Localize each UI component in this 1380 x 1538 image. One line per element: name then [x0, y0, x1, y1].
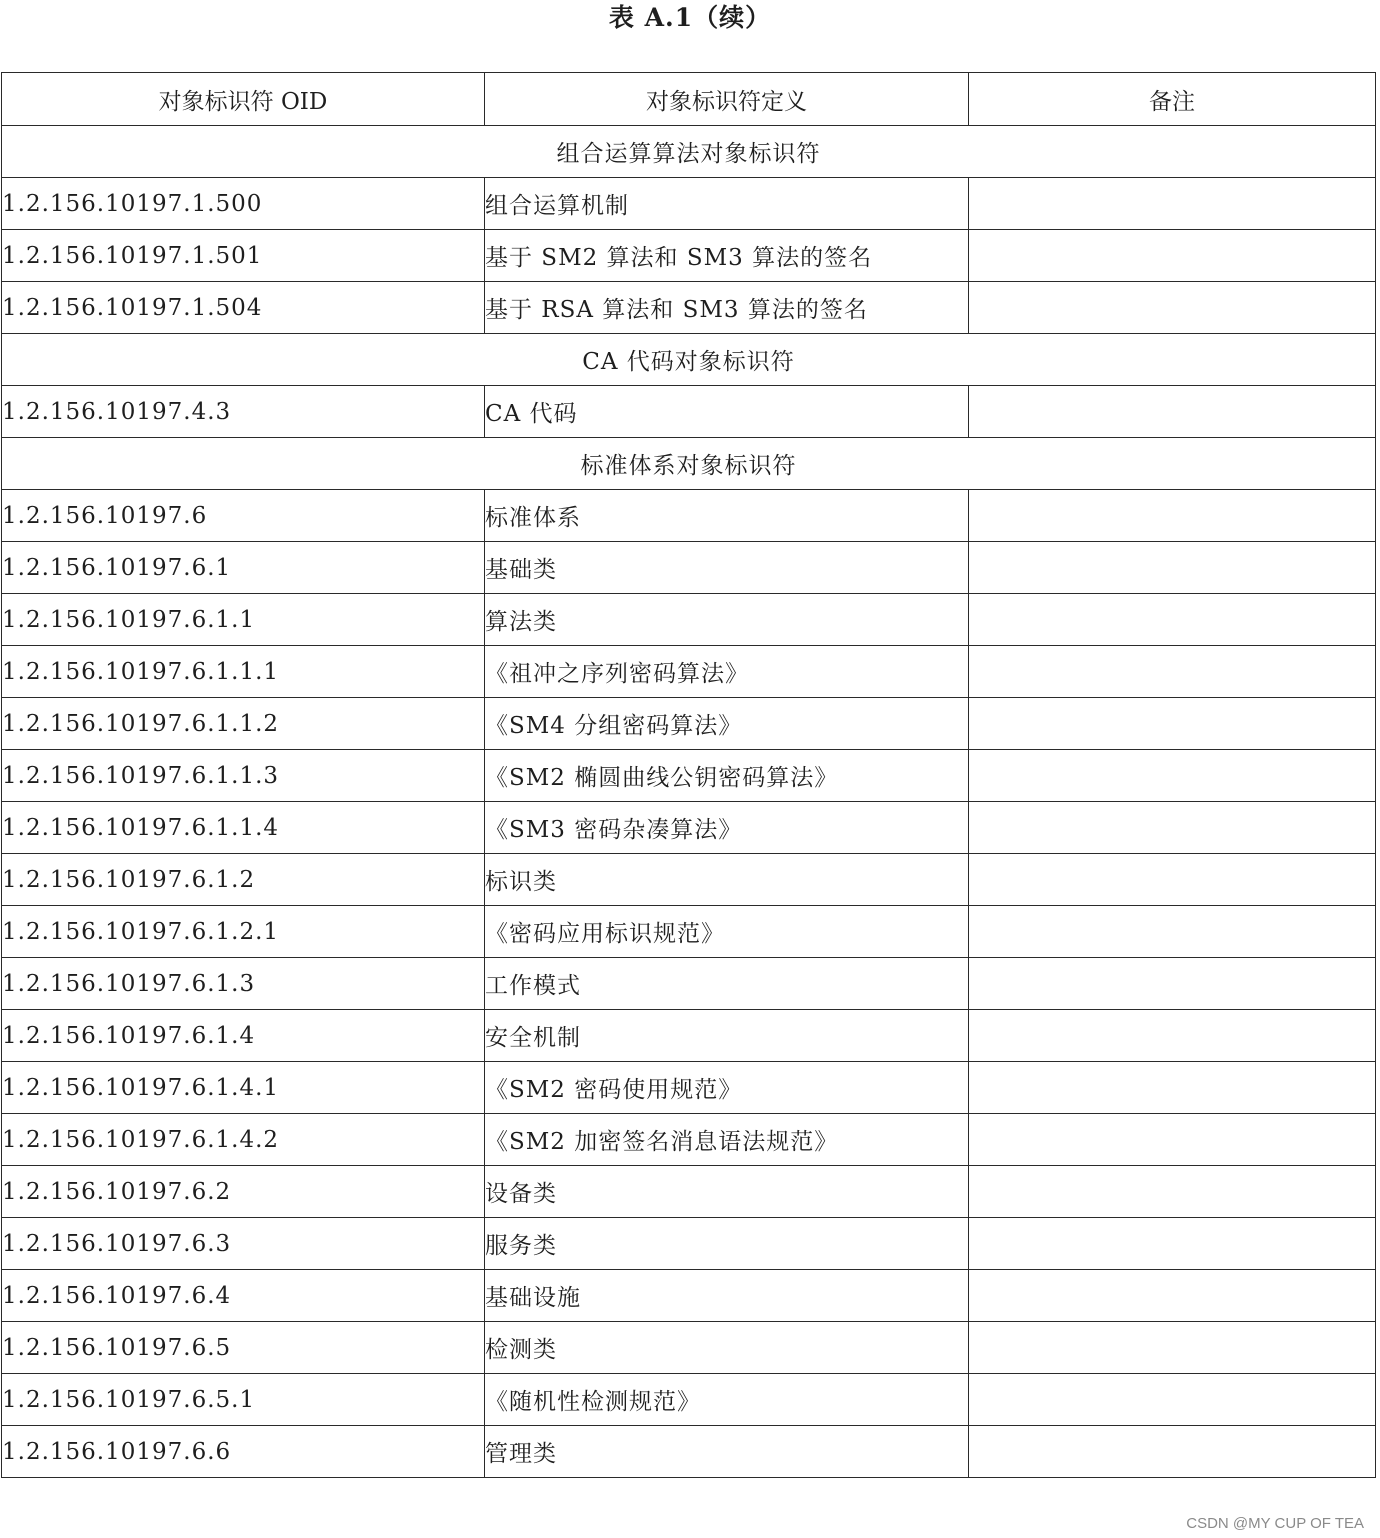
section-row [2, 438, 1376, 490]
table-header-row [2, 73, 1376, 126]
remark-cell [969, 698, 1376, 750]
table-row [2, 594, 1376, 646]
oid-table [1, 72, 1376, 1478]
remark-cell [969, 854, 1376, 906]
oid-cell: 1.2.156.10197.6.5 [2, 1322, 485, 1374]
def-cell: 标识类 [485, 854, 969, 906]
table-row [2, 542, 1376, 594]
oid-cell: 1.2.156.10197.6.3 [2, 1218, 485, 1270]
section-label: 标准体系对象标识符 [2, 438, 1376, 490]
remark-cell [969, 906, 1376, 958]
remark-cell [969, 1426, 1376, 1478]
table-title: 表 A.1（续） [608, 3, 772, 32]
def-cell: 《SM2 加密签名消息语法规范》 [485, 1114, 969, 1166]
header-definition: 对象标识符定义 [485, 73, 969, 126]
table-row [2, 1218, 1376, 1270]
def-cell: 《SM2 椭圆曲线公钥密码算法》 [485, 750, 969, 802]
oid-cell: 1.2.156.10197.6.1.2 [2, 854, 485, 906]
def-cell: 《SM3 密码杂凑算法》 [485, 802, 969, 854]
oid-cell: 1.2.156.10197.6.1.4 [2, 1010, 485, 1062]
def-cell: 安全机制 [485, 1010, 969, 1062]
table-row [2, 386, 1376, 438]
table-row [2, 646, 1376, 698]
remark-cell [969, 178, 1376, 230]
header-remark: 备注 [969, 73, 1376, 126]
oid-cell: 1.2.156.10197.4.3 [2, 386, 485, 438]
oid-cell: 1.2.156.10197.6 [2, 490, 485, 542]
section-row [2, 126, 1376, 178]
table-row [2, 854, 1376, 906]
table-row [2, 1322, 1376, 1374]
def-cell: 设备类 [485, 1166, 969, 1218]
def-cell: 《SM4 分组密码算法》 [485, 698, 969, 750]
remark-cell [969, 646, 1376, 698]
table-row [2, 230, 1376, 282]
oid-cell: 1.2.156.10197.6.1.1.3 [2, 750, 485, 802]
def-cell: 检测类 [485, 1322, 969, 1374]
table-body [2, 126, 1376, 1478]
table-row [2, 1010, 1376, 1062]
oid-cell: 1.2.156.10197.6.1.4.2 [2, 1114, 485, 1166]
oid-cell: 1.2.156.10197.6.4 [2, 1270, 485, 1322]
table-row [2, 1114, 1376, 1166]
table-row [2, 282, 1376, 334]
def-cell: 标准体系 [485, 490, 969, 542]
remark-cell [969, 1010, 1376, 1062]
def-cell: 《祖冲之序列密码算法》 [485, 646, 969, 698]
def-cell: 管理类 [485, 1426, 969, 1478]
oid-cell: 1.2.156.10197.1.504 [2, 282, 485, 334]
remark-cell [969, 1270, 1376, 1322]
table-row [2, 802, 1376, 854]
section-label: CA 代码对象标识符 [2, 334, 1376, 386]
def-cell: 基础类 [485, 542, 969, 594]
def-cell: 基础设施 [485, 1270, 969, 1322]
def-cell: 基于 RSA 算法和 SM3 算法的签名 [485, 282, 969, 334]
oid-cell: 1.2.156.10197.1.501 [2, 230, 485, 282]
remark-cell [969, 1114, 1376, 1166]
table-row [2, 490, 1376, 542]
section-row [2, 334, 1376, 386]
table-row [2, 178, 1376, 230]
def-cell: 工作模式 [485, 958, 969, 1010]
table-row [2, 1270, 1376, 1322]
def-cell: 组合运算机制 [485, 178, 969, 230]
def-cell: 《SM2 密码使用规范》 [485, 1062, 969, 1114]
def-cell: 《随机性检测规范》 [485, 1374, 969, 1426]
remark-cell [969, 1374, 1376, 1426]
remark-cell [969, 594, 1376, 646]
table-row [2, 698, 1376, 750]
remark-cell [969, 1166, 1376, 1218]
remark-cell [969, 1062, 1376, 1114]
oid-cell: 1.2.156.10197.1.500 [2, 178, 485, 230]
oid-cell: 1.2.156.10197.6.1.4.1 [2, 1062, 485, 1114]
table-row [2, 1374, 1376, 1426]
oid-cell: 1.2.156.10197.6.1.1.2 [2, 698, 485, 750]
remark-cell [969, 1322, 1376, 1374]
remark-cell [969, 386, 1376, 438]
table-row [2, 1166, 1376, 1218]
remark-cell [969, 750, 1376, 802]
section-label: 组合运算算法对象标识符 [2, 126, 1376, 178]
oid-cell: 1.2.156.10197.6.5.1 [2, 1374, 485, 1426]
remark-cell [969, 490, 1376, 542]
oid-cell: 1.2.156.10197.6.2 [2, 1166, 485, 1218]
remark-cell [969, 230, 1376, 282]
def-cell: 算法类 [485, 594, 969, 646]
def-cell: 服务类 [485, 1218, 969, 1270]
header-oid: 对象标识符 OID [2, 73, 485, 126]
oid-cell: 1.2.156.10197.6.1.3 [2, 958, 485, 1010]
oid-cell: 1.2.156.10197.6.1.2.1 [2, 906, 485, 958]
watermark: CSDN @MY CUP OF TEA [1186, 1515, 1364, 1532]
remark-cell [969, 1218, 1376, 1270]
remark-cell [969, 958, 1376, 1010]
table-row [2, 958, 1376, 1010]
remark-cell [969, 282, 1376, 334]
def-cell: CA 代码 [485, 386, 969, 438]
oid-cell: 1.2.156.10197.6.6 [2, 1426, 485, 1478]
remark-cell [969, 802, 1376, 854]
oid-cell: 1.2.156.10197.6.1 [2, 542, 485, 594]
oid-cell: 1.2.156.10197.6.1.1.1 [2, 646, 485, 698]
def-cell: 《密码应用标识规范》 [485, 906, 969, 958]
table-row [2, 750, 1376, 802]
table-row [2, 1426, 1376, 1478]
oid-cell: 1.2.156.10197.6.1.1.4 [2, 802, 485, 854]
table-row [2, 906, 1376, 958]
oid-cell: 1.2.156.10197.6.1.1 [2, 594, 485, 646]
remark-cell [969, 542, 1376, 594]
def-cell: 基于 SM2 算法和 SM3 算法的签名 [485, 230, 969, 282]
table-row [2, 1062, 1376, 1114]
